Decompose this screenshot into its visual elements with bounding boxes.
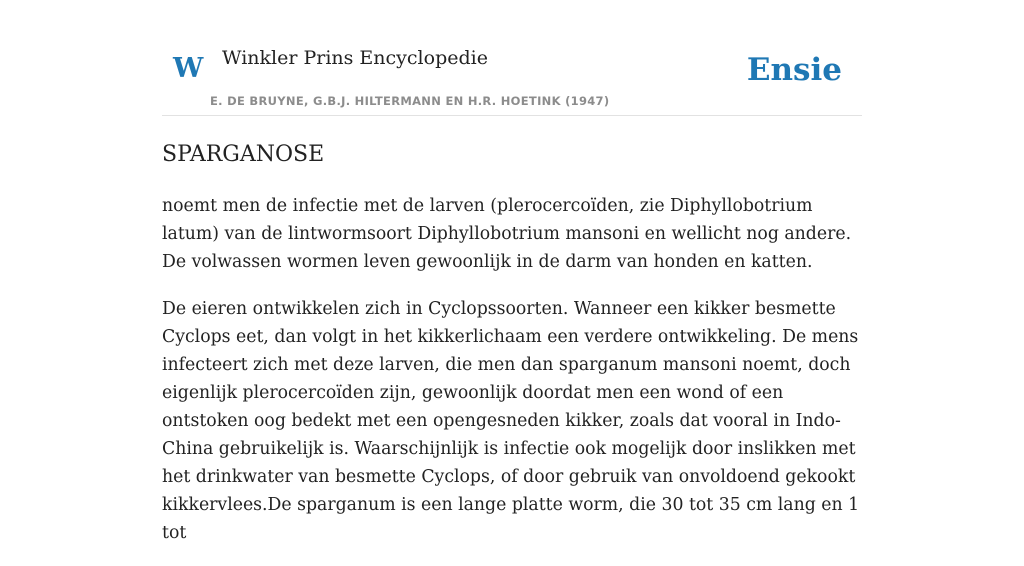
- entry-paragraph-2: De eieren ontwikkelen zich in Cyclopssoorten. Wanneer een kikker besmette Cyclops eet, dan volgt in het kikkerlichaam een verdere ontwikkeling. De mens infecteert zich met deze larven, die men dan sparganum mansoni noemt, doch eigenlijk plerocercoïden zijn, gewoonlijk doordat men een wond of een ontstoken oog bedekt met een opengesneden kikker, zoals dat vooral in Indo-China gebruikelijk is. Waarschijnlijk is infectie ook mogelijk door inslikken met het drinkwater van besmette Cyclops, of door gebruik van onvoldoend gekookt kikkervlees.De sparganum is een lange platte worm, die 30 tot 35 cm lang en 1 tot: [162, 299, 860, 543]
- site-header: [162, 0, 862, 116]
- source-title[interactable]: Winkler Prins Encyclopedie: [222, 47, 488, 69]
- ensie-logo-link[interactable]: Ensie: [746, 52, 842, 88]
- entry-body: [162, 192, 862, 566]
- winkler-prins-logo-icon[interactable]: W: [173, 53, 204, 84]
- entry-title: SPARGANOSE: [162, 142, 325, 167]
- source-authors: E. DE BRUYNE, G.B.J. HILTERMANN EN H.R. HOETINK (1947): [210, 94, 610, 108]
- entry-paragraph-1: noemt men de infectie met de larven (plerocercoïden, zie Diphyllobotrium latum) van de lintwormsoort Diphyllobotrium mansoni en wellicht nog andere. De volwassen wormen leven gewoonlijk in de darm van honden en katten.: [162, 196, 852, 272]
